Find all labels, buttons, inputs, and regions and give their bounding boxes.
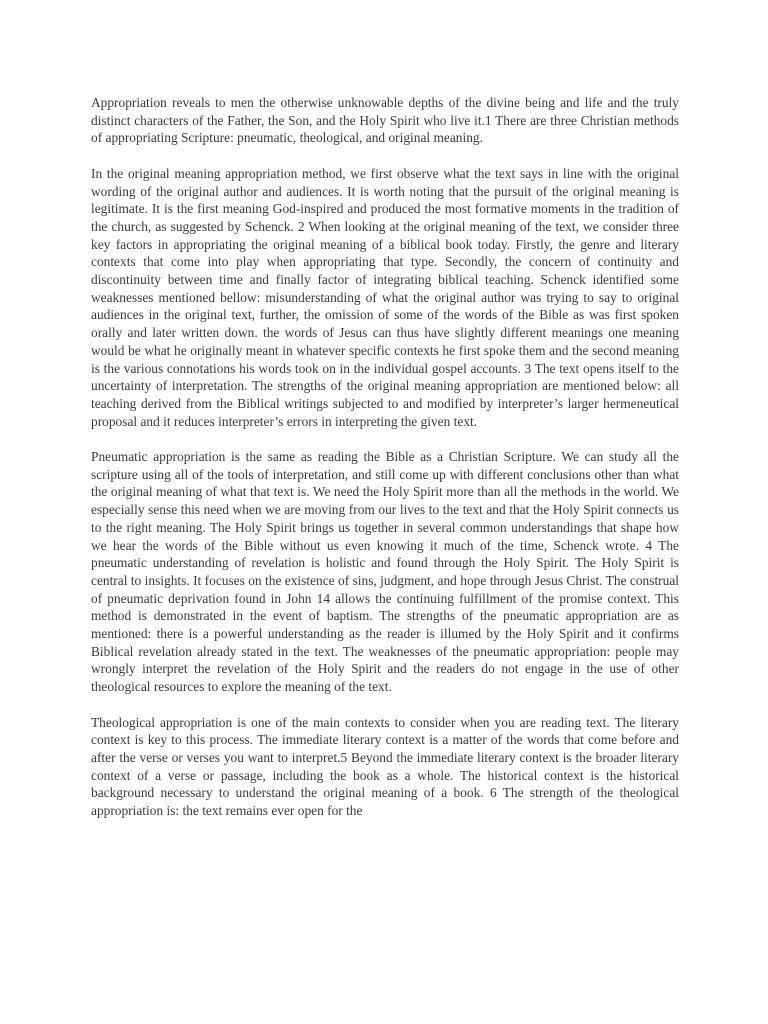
paragraph-original-meaning: In the original meaning appropriation method, we first observe what the text says in line with the original wording of the original author and audiences. It is worth noting that the pursuit of the original meaning is legitimate. It is the first meaning God-inspired and produced the most formative moments in the tradition of the church, as suggested by Schenck. 2 When looking at the original meaning of the text, we consider three key factors in appropriating the original meaning of a biblical book today. Firstly, the genre and literary contexts that come into play when appropriating that type. Secondly, the concern of continuity and discontinuity between time and finally factor of integrating biblical teaching. Schenck identified some weaknesses mentioned bellow: misunderstanding of what the original author was trying to say to original audiences in the original text, further, the omission of some of the words of the Bible as was first spoken orally and later written down. the words of Jesus can thus have slightly different meanings one meaning would be what he originally meant in whatever specific contexts he first spoke them and the second meaning is the various connotations his words took on in the individual gospel accounts. 3 The text opens itself to the uncertainty of interpretation. The strengths of the original meaning appropriation are mentioned below: all teaching derived from the Biblical writings subjected to and modified by interpreter’s larger hermeneutical proposal and it reduces interpreter’s errors in interpreting the given text.	[91, 165, 679, 429]
paragraph-theological: Theological appropriation is one of the main contexts to consider when you are reading text. The literary context is key to this process. The immediate literary context is a matter of the words that come before and after the verse or verses you want to interpret.5 Beyond the immediate literary context is the broader literary context of a verse or passage, including the book as a whole. The historical context is the historical background necessary to understand the original meaning of a book. 6 The strength of the theological appropriation is: the text remains ever open for the	[91, 714, 679, 819]
paragraph-pneumatic: Pneumatic appropriation is the same as reading the Bible as a Christian Scripture. We can study all the scripture using all of the tools of interpretation, and still come up with different conclusions other than what the original meaning of what that text is. We need the Holy Spirit more than all the methods in the world. We especially sense this need when we are moving from our lives to the text and that the Holy Spirit connects us to the right meaning. The Holy Spirit brings us together in several common understandings that shape how we hear the words of the Bible without us even knowing it much of the time, Schenck wrote. 4 The pneumatic understanding of revelation is holistic and found through the Holy Spirit. The Holy Spirit is central to insights. It focuses on the existence of sins, judgment, and hope through Jesus Christ. The construal of pneumatic deprivation found in John 14 allows the continuing fulfillment of the promise context. This method is demonstrated in the event of baptism. The strengths of the pneumatic appropriation are as mentioned: there is a powerful understanding as the reader is illumed by the Holy Spirit and it confirms Biblical revelation already stated in the text. The weaknesses of the pneumatic appropriation: people may wrongly interpret the revelation of the Holy Spirit and the readers do not engage in the use of other theological resources to explore the meaning of the text.	[91, 449, 679, 695]
document-page	[91, 94, 679, 837]
paragraph-introduction: Appropriation reveals to men the otherwise unknowable depths of the divine being and life and the truly distinct characters of the Father, the Son, and the Holy Spirit who live it.1 There are three Christian methods of appropriating Scripture: pneumatic, theological, and original meaning.	[91, 95, 679, 146]
